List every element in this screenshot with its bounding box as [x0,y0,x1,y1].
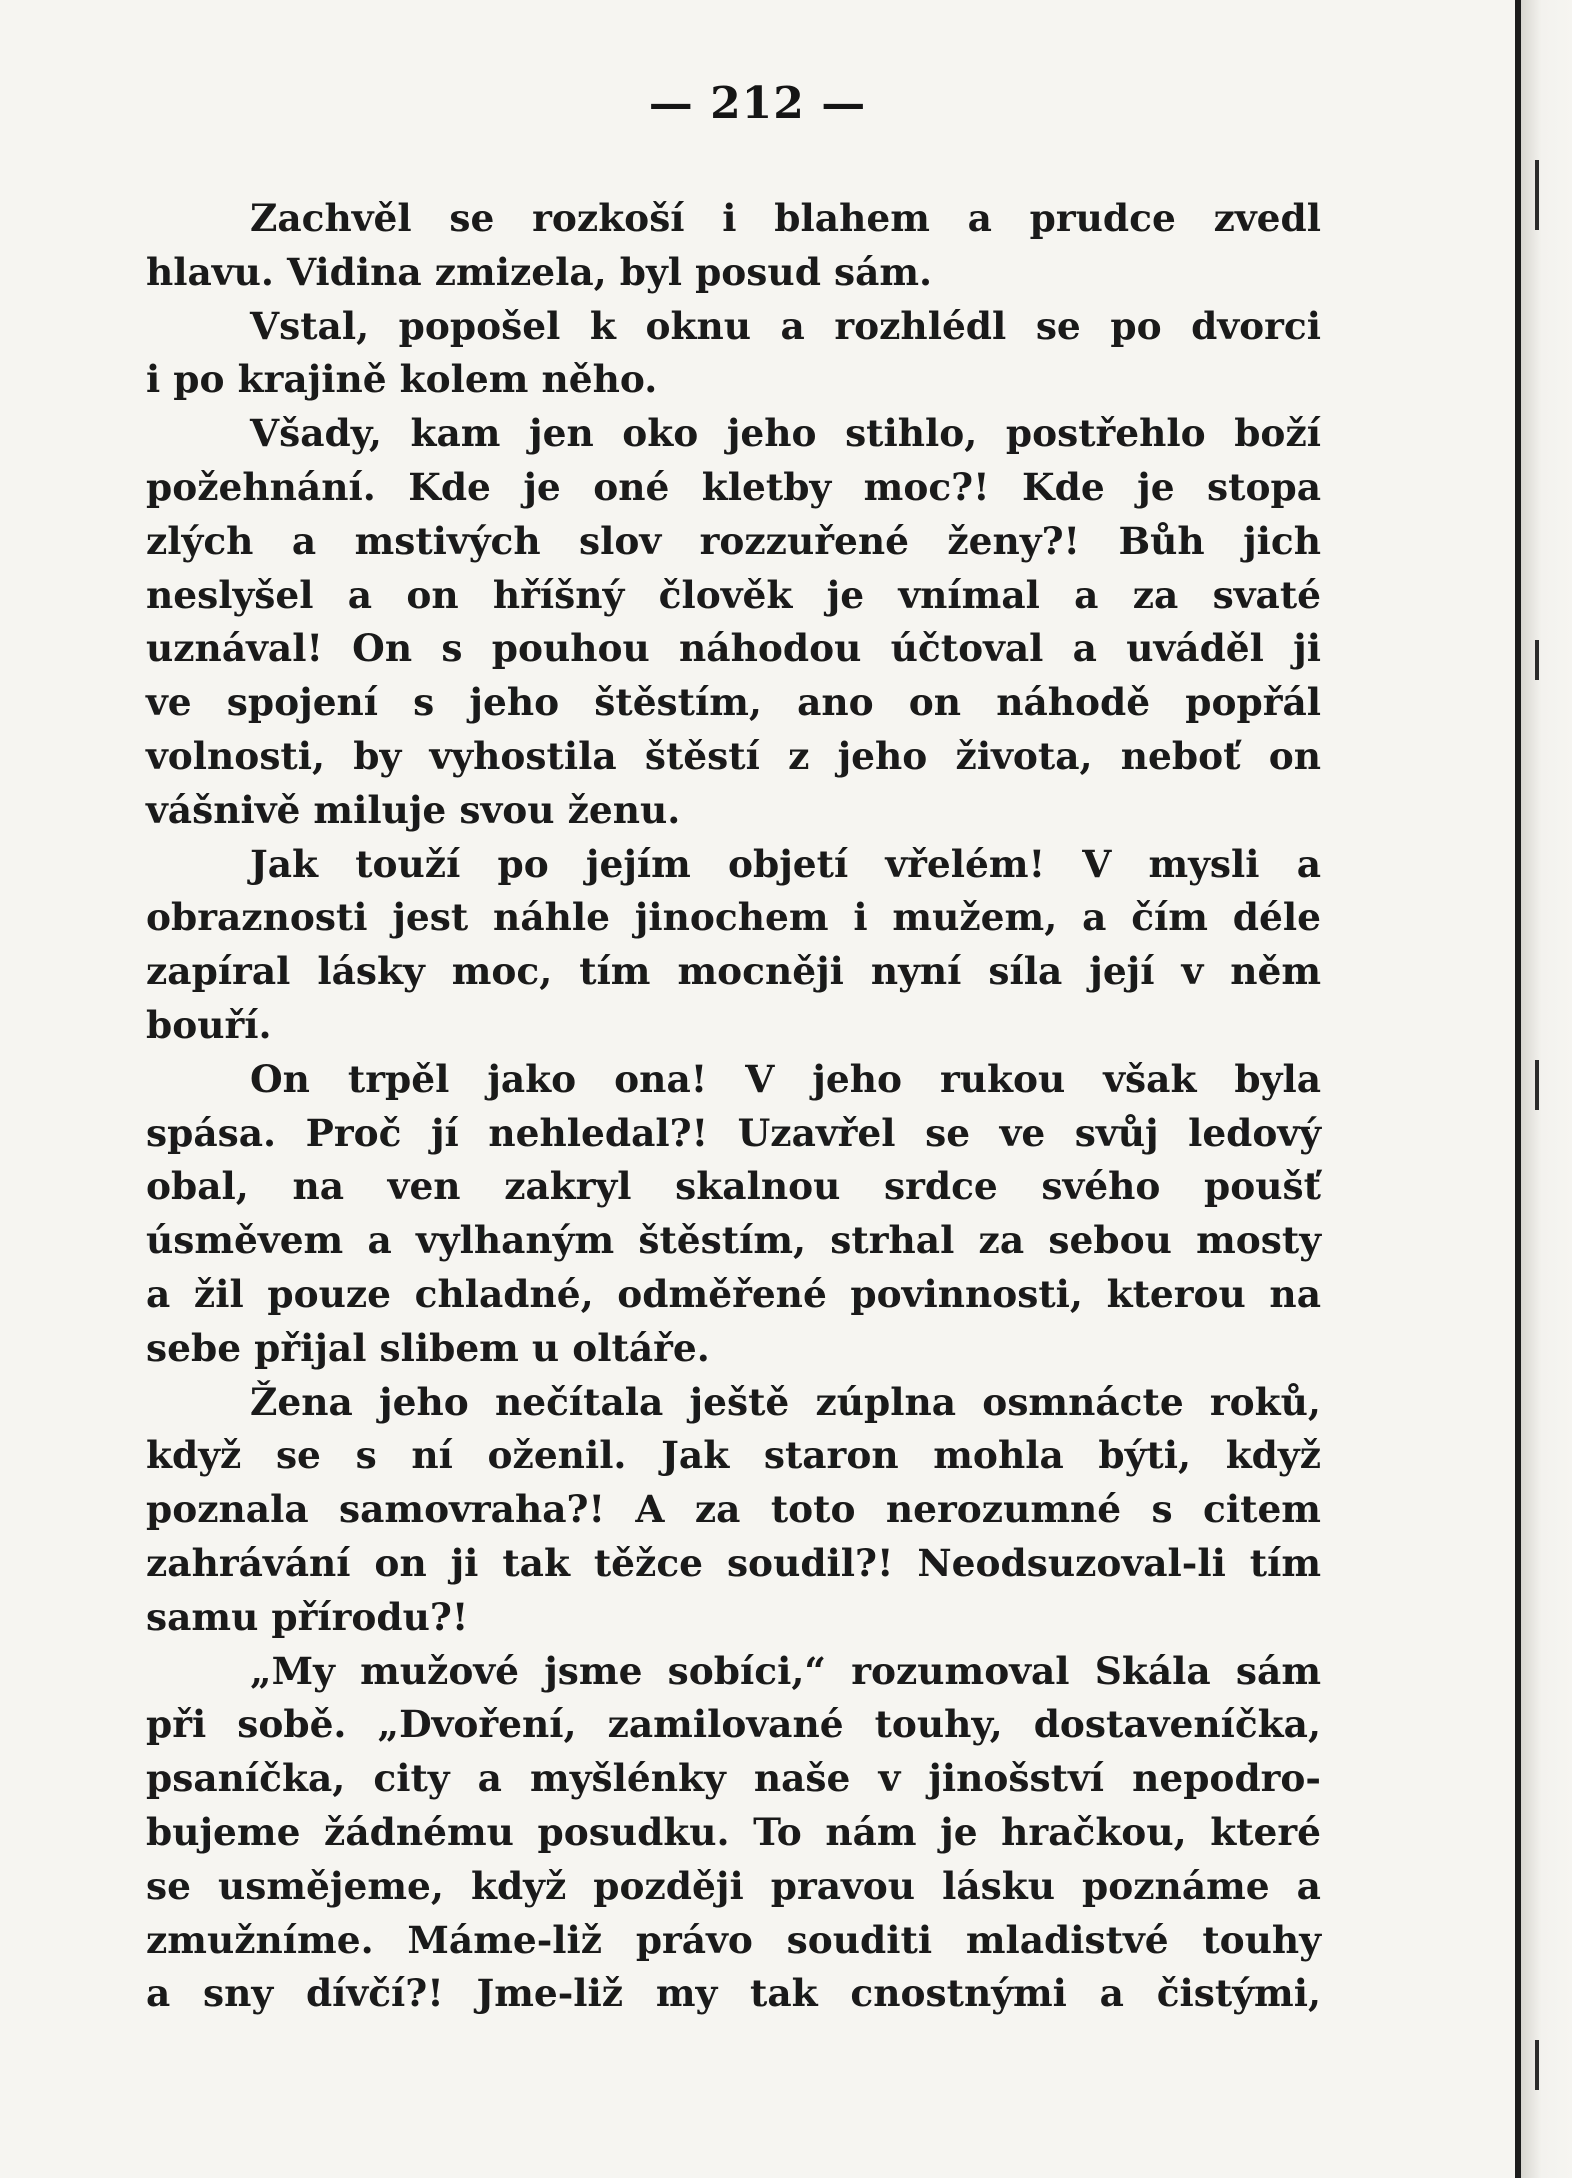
text-line: uznával! On s pouhou náhodou účtoval a uváděl ji [146,626,1321,671]
page-number: — 212 — [648,78,867,129]
gutter-shadow [1521,0,1572,2178]
text-line: bouří. [146,1002,272,1047]
text-line: samu přírodu?! [146,1594,469,1639]
text-line: a žil pouze chladné, odměřené povinnosti, kterou na [146,1271,1321,1316]
text-line: Jak touží po jejím objetí vřelém! V mysli a [250,841,1321,886]
text-line: zmužníme. Máme-liž právo souditi mladistvé touhy [146,1917,1321,1962]
text-line: úsměvem a vylhaným štěstím, strhal za sebou mosty [146,1218,1321,1263]
text-line: On trpěl jako ona! V jeho rukou však byla [250,1056,1321,1101]
text-line: obraznosti jest náhle jinochem i mužem, a čím déle [146,895,1321,940]
text-line: ve spojení s jeho štěstím, ano on náhodě popřál [146,680,1321,725]
body-text [146,192,1321,2021]
text-line: při sobě. „Dvoření, zamilované touhy, dostaveníčka, [146,1702,1321,1747]
text-line: se usmějeme, když později pravou lásku poznáme a [146,1863,1321,1908]
edge-mark [1535,2040,1539,2090]
text-line: spása. Proč jí nehledal?! Uzavřel se ve svůj ledový [146,1110,1321,1155]
edge-mark [1535,160,1539,230]
edge-mark [1535,1060,1539,1110]
text-line: zahrávání on ji tak těžce soudil?! Neodsuzoval-li tím [146,1540,1321,1585]
text-line: Všady, kam jen oko jeho stihlo, postřehlo boží [250,411,1321,456]
text-line: bujeme žádnému posudku. To nám je hračkou, které [146,1809,1321,1854]
text-line: Zachvěl se rozkoší i blahem a prudce zvedl [250,196,1321,240]
text-line: neslyšel a on hříšný člověk je vnímal a za svaté [146,572,1321,617]
text-line: Vstal, popošel k oknu a rozhlédl se po dvorci [250,303,1321,348]
text-line: Žena jeho nečítala ještě zúplna osmnácte roků, [250,1379,1321,1424]
text-line: volnosti, by vyhostila štěstí z jeho života, neboť on [146,733,1321,778]
text-line: zlých a mstivých slov rozzuřené ženy?! Bůh jich [146,518,1321,563]
text-line: když se s ní oženil. Jak staron mohla býti, když [146,1433,1321,1478]
text-line: „My mužové jsme sobíci,“ rozumoval Skála sám [250,1648,1321,1693]
text-line: sebe přijal slibem u oltáře. [146,1325,710,1370]
text-line: psaníčka, city a myšlénky naše v jinošství nepodro- [146,1756,1321,1801]
text-line: obal, na ven zakryl skalnou srdce svého poušť [146,1164,1321,1209]
text-line: hlavu. Vidina zmizela, byl posud sám. [146,249,933,294]
text-line: požehnání. Kde je oné kletby moc?! Kde je stopa [146,464,1321,509]
text-line: i po krajině kolem něho. [146,357,658,402]
edge-mark [1535,640,1539,680]
text-line: vášnivě miluje svou ženu. [146,787,681,832]
text-line: a sny dívčí?! Jme-liž my tak cnostnými a čistými, [146,1971,1321,2016]
text-line: poznala samovraha?! A za toto nerozumné s citem [146,1487,1321,1532]
text-line: zapíral lásky moc, tím mocněji nyní síla její v něm [146,949,1321,994]
